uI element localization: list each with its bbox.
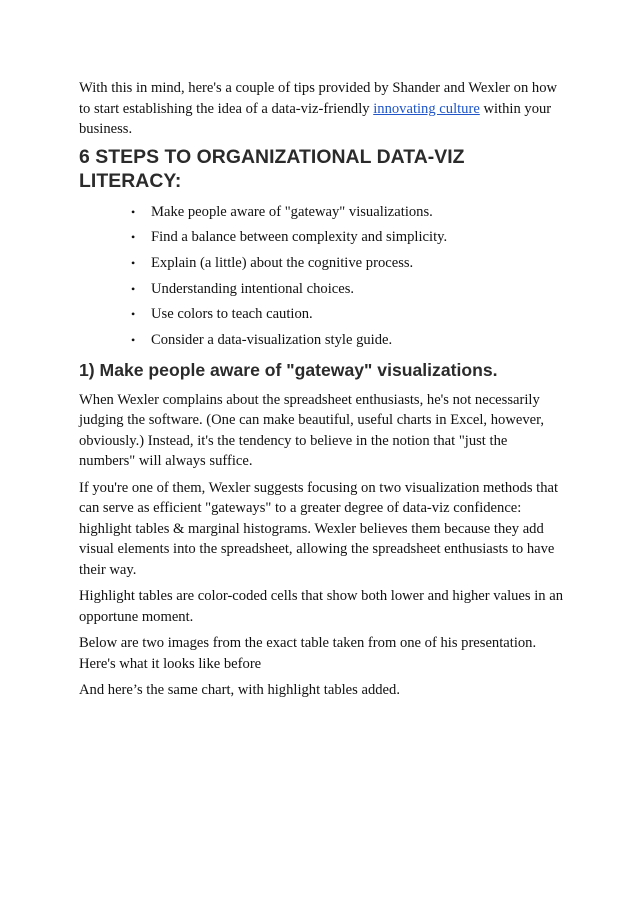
intro-paragraph bbox=[79, 78, 564, 140]
step-text: Use colors to teach caution. bbox=[151, 306, 313, 323]
document-page bbox=[79, 78, 564, 707]
bullet-icon: • bbox=[131, 332, 136, 347]
innovating-culture-link[interactable]: innovating culture bbox=[373, 100, 480, 117]
step-text: Consider a data-visualization style guide. bbox=[151, 331, 393, 348]
section-1-paragraph-3: Highlight tables are color-coded cells that show both lower and higher values in an opportune moment. bbox=[79, 588, 564, 625]
list-item bbox=[79, 253, 564, 279]
section-1-paragraph-4: Below are two images from the exact table taken from one of his presentation. Here's what it looks like before bbox=[79, 635, 537, 672]
section-1-paragraph-5: And here’s the same chart, with highlight tables added. bbox=[79, 682, 400, 699]
step-text: Find a balance between complexity and simplicity. bbox=[151, 229, 448, 246]
list-item bbox=[79, 202, 564, 228]
intro-text-after-link: within your business. bbox=[79, 100, 552, 137]
step-text: Make people aware of "gateway" visualizations. bbox=[151, 203, 433, 220]
bullet-icon: • bbox=[131, 307, 136, 322]
step-text: Understanding intentional choices. bbox=[151, 280, 355, 297]
bullet-icon: • bbox=[131, 281, 136, 296]
list-item bbox=[79, 304, 564, 330]
steps-list bbox=[79, 202, 564, 356]
intro-text-before-link: With this in mind, here's a couple of tips provided by Shander and Wexler on how to start establishing the idea of a data-viz-friendly bbox=[79, 80, 558, 117]
steps-heading: 6 STEPS TO ORGANIZATIONAL DATA-VIZ LITERACY: bbox=[79, 145, 465, 192]
section-1-paragraph-2: If you're one of them, Wexler suggests focusing on two visualization methods that can serve as efficient "gateways" to a greater degree of data-viz confidence: highlight tables & marginal histograms. Wexler believes them because they add visual elements into the spreadsheet, allowing the spreadsheet enthusiasts to have their way. bbox=[79, 479, 559, 578]
bullet-icon: • bbox=[131, 255, 136, 270]
list-item bbox=[79, 330, 564, 356]
list-item bbox=[79, 227, 564, 253]
section-1-paragraph-1: When Wexler complains about the spreadsheet enthusiasts, he's not necessarily judging the software. (One can make beautiful, useful charts in Excel, however, obviously.) Instead, it's the tendency to believe in the notion that "just the numbers" will always suffice. bbox=[79, 391, 545, 470]
bullet-icon: • bbox=[131, 204, 136, 219]
list-item bbox=[79, 279, 564, 305]
step-text: Explain (a little) about the cognitive process. bbox=[151, 254, 414, 271]
section-1-heading: 1) Make people aware of "gateway" visualizations. bbox=[79, 359, 498, 380]
bullet-icon: • bbox=[131, 230, 136, 245]
